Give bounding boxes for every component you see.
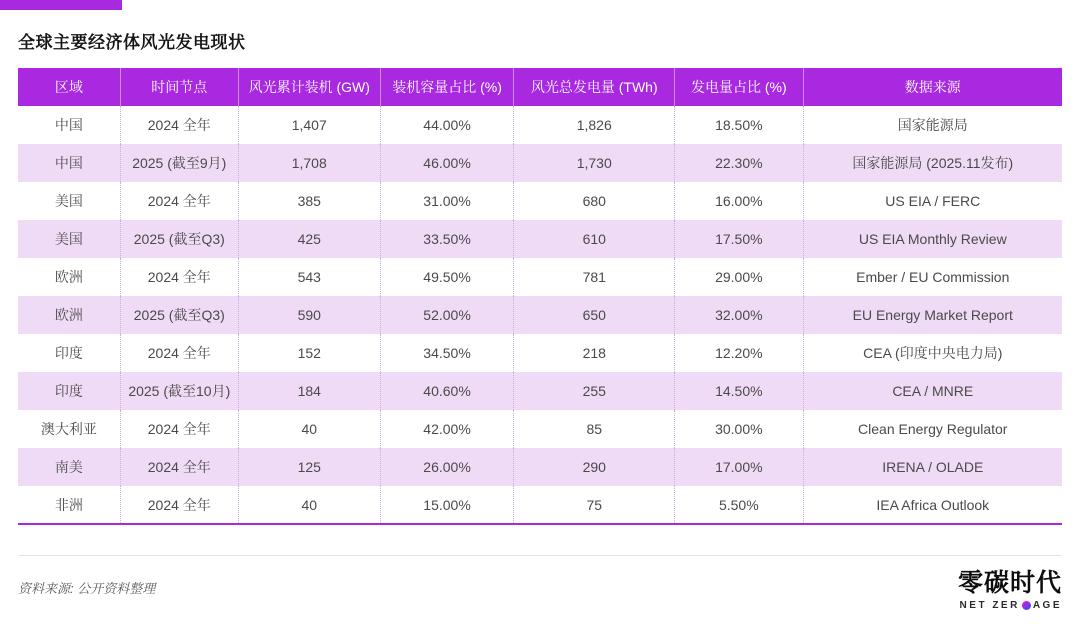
table-row (18, 448, 1062, 486)
table-cell: 16.00% (675, 182, 803, 220)
table-cell: CEA / MNRE (803, 372, 1062, 410)
table-cell: 44.00% (380, 106, 514, 144)
table-cell: 75 (514, 486, 675, 524)
table-cell: 2025 (截至10月) (120, 372, 238, 410)
table-header (18, 68, 1062, 106)
logo-en-part2: AGE (1032, 599, 1062, 611)
table-cell: 34.50% (380, 334, 514, 372)
table-cell: 49.50% (380, 258, 514, 296)
table-cell: 781 (514, 258, 675, 296)
table-row (18, 372, 1062, 410)
table-cell: 40 (238, 486, 380, 524)
table-cell: 南美 (18, 448, 120, 486)
footer (18, 555, 1062, 611)
accent-bar (0, 0, 122, 10)
column-header-generation: 风光总发电量 (TWh) (514, 68, 675, 106)
column-header-region: 区域 (18, 68, 120, 106)
table-cell: 610 (514, 220, 675, 258)
table-cell: 5.50% (675, 486, 803, 524)
table-cell: US EIA / FERC (803, 182, 1062, 220)
table-cell: 85 (514, 410, 675, 448)
table-cell: 255 (514, 372, 675, 410)
table-cell: Clean Energy Regulator (803, 410, 1062, 448)
table-cell: 澳大利亚 (18, 410, 120, 448)
table-cell: 40 (238, 410, 380, 448)
logo (958, 570, 1062, 611)
logo-en-part1: NET ZER (959, 599, 1020, 611)
column-header-generation-share: 发电量占比 (%) (675, 68, 803, 106)
table-cell: 15.00% (380, 486, 514, 524)
table-cell: 33.50% (380, 220, 514, 258)
table-cell: 2024 全年 (120, 486, 238, 524)
table-cell: 17.00% (675, 448, 803, 486)
table-cell: 184 (238, 372, 380, 410)
table-cell: CEA (印度中央电力局) (803, 334, 1062, 372)
page-title: 全球主要经济体风光发电现状 (18, 33, 246, 52)
table-cell: 290 (514, 448, 675, 486)
table-cell: 2025 (截至Q3) (120, 220, 238, 258)
table-cell: 22.30% (675, 144, 803, 182)
table-cell: 590 (238, 296, 380, 334)
table-cell: 650 (514, 296, 675, 334)
table-cell: 40.60% (380, 372, 514, 410)
table-cell: 2025 (截至9月) (120, 144, 238, 182)
table-row (18, 486, 1062, 524)
table-cell: 美国 (18, 182, 120, 220)
table-cell: US EIA Monthly Review (803, 220, 1062, 258)
table-cell: 30.00% (675, 410, 803, 448)
table-row (18, 410, 1062, 448)
table-row (18, 220, 1062, 258)
table-cell: 18.50% (675, 106, 803, 144)
table-header-row (18, 68, 1062, 106)
table-cell: 2024 全年 (120, 410, 238, 448)
table-cell: 1,407 (238, 106, 380, 144)
table-body (18, 106, 1062, 524)
table-cell: 欧洲 (18, 296, 120, 334)
table-cell: 国家能源局 (2025.11发布) (803, 144, 1062, 182)
table-cell: 385 (238, 182, 380, 220)
column-header-installed-capacity: 风光累计装机 (GW) (238, 68, 380, 106)
table-cell: 26.00% (380, 448, 514, 486)
table-cell: 31.00% (380, 182, 514, 220)
table-cell: 29.00% (675, 258, 803, 296)
table-cell: 2025 (截至Q3) (120, 296, 238, 334)
table-cell: 218 (514, 334, 675, 372)
table-cell: Ember / EU Commission (803, 258, 1062, 296)
table-cell: 1,826 (514, 106, 675, 144)
table-cell: 2024 全年 (120, 258, 238, 296)
table-row (18, 334, 1062, 372)
table-cell: 12.20% (675, 334, 803, 372)
table-cell: EU Energy Market Report (803, 296, 1062, 334)
table-cell: 中国 (18, 106, 120, 144)
table-cell: 中国 (18, 144, 120, 182)
data-table (18, 68, 1062, 525)
table-cell: 印度 (18, 334, 120, 372)
table-cell: 17.50% (675, 220, 803, 258)
table-cell: 2024 全年 (120, 334, 238, 372)
table-cell: 125 (238, 448, 380, 486)
table-row (18, 106, 1062, 144)
logo-english-text (958, 600, 1062, 611)
table-cell: IRENA / OLADE (803, 448, 1062, 486)
table-cell: 543 (238, 258, 380, 296)
table-cell: 2024 全年 (120, 106, 238, 144)
table-cell: 2024 全年 (120, 182, 238, 220)
column-header-capacity-share: 装机容量占比 (%) (380, 68, 514, 106)
table-cell: 14.50% (675, 372, 803, 410)
table-row (18, 296, 1062, 334)
table-cell: IEA Africa Outlook (803, 486, 1062, 524)
table-cell: 425 (238, 220, 380, 258)
table-cell: 32.00% (675, 296, 803, 334)
logo-chinese-text: 零碳时代 (957, 570, 1062, 597)
table-cell: 欧洲 (18, 258, 120, 296)
table-row (18, 258, 1062, 296)
column-header-time-point: 时间节点 (120, 68, 238, 106)
table-cell: 国家能源局 (803, 106, 1062, 144)
table-cell: 2024 全年 (120, 448, 238, 486)
table-cell: 46.00% (380, 144, 514, 182)
table-cell: 42.00% (380, 410, 514, 448)
source-note: 资料来源: 公开资料整理 (18, 581, 156, 596)
logo-dot-icon (1022, 601, 1031, 610)
table-cell: 52.00% (380, 296, 514, 334)
table-cell: 680 (514, 182, 675, 220)
table-cell: 152 (238, 334, 380, 372)
table-cell: 美国 (18, 220, 120, 258)
table-cell: 1,730 (514, 144, 675, 182)
column-header-data-source: 数据来源 (803, 68, 1062, 106)
table-cell: 非洲 (18, 486, 120, 524)
table-row (18, 182, 1062, 220)
table-cell: 印度 (18, 372, 120, 410)
table-row (18, 144, 1062, 182)
table-cell: 1,708 (238, 144, 380, 182)
